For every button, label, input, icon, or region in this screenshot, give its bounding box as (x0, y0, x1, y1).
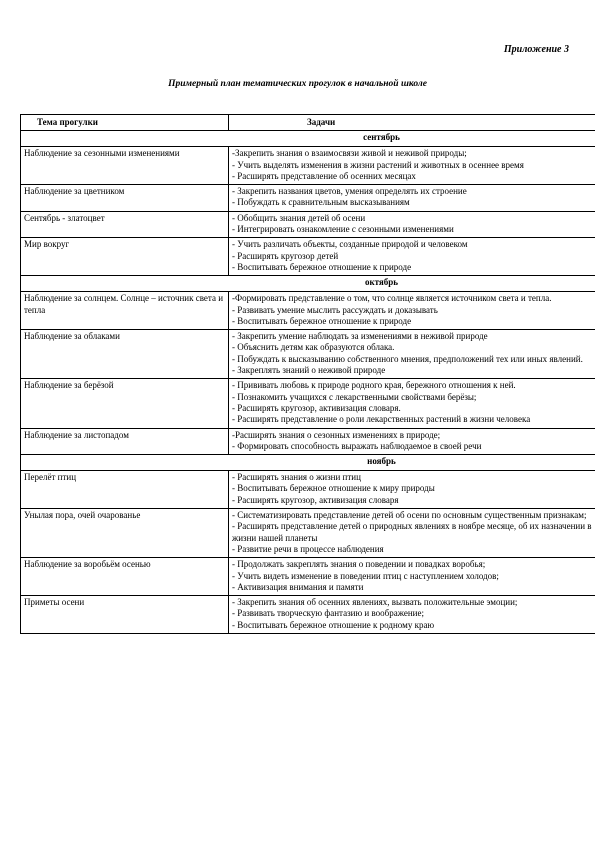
topic-cell: Наблюдение за облаками (21, 330, 229, 379)
task-item: - Учить выделять изменения в жизни растений и животных в осеннее время (232, 159, 524, 170)
task-item: - Учить видеть изменение в поведении птиц с наступлением холодов; (232, 570, 499, 581)
appendix-label: Приложение 3 (503, 44, 569, 55)
task-item: - Развитие речи в процессе наблюдения (232, 543, 384, 554)
topic-cell: Наблюдение за листопадом (21, 428, 229, 455)
tasks-cell (229, 185, 595, 212)
table-row (21, 292, 595, 330)
topic-cell: Унылая пора, очей очарованье (21, 509, 229, 558)
task-item: - Расширять представление об осенних месяцах (232, 170, 416, 181)
table-row (21, 509, 595, 558)
month-header: ноябрь (21, 455, 595, 471)
table-row (21, 238, 595, 276)
tasks-cell (229, 238, 595, 276)
task-item: - Закреплять знаний о неживой природе (232, 365, 386, 376)
task-item: - Расширять кругозор детей (232, 250, 339, 261)
table-row (21, 558, 595, 596)
task-item: - Расширять знания о жизни птиц (232, 472, 361, 483)
task-item: - Закрепить знания об осенних явлениях, вызвать положительные эмоции; (232, 597, 518, 608)
task-item: - Воспитывать бережное отношение к природе (232, 315, 412, 326)
table-row (21, 147, 595, 185)
task-item: - Прививать любовь к природе родного края, бережного отношения к ней. (232, 380, 516, 391)
table-row (21, 185, 595, 212)
column-header-topic: Тема прогулки (21, 115, 229, 131)
tasks-cell (229, 471, 595, 509)
topic-cell: Наблюдение за берёзой (21, 379, 229, 428)
tasks-cell (229, 330, 595, 379)
task-item: - Воспитывать бережное отношение к миру природы (232, 483, 435, 494)
task-item: - Интегрировать ознакомление с сезонными изменениями (232, 224, 454, 235)
table-row (21, 471, 595, 509)
task-item: - Расширять представление детей о природных явлениях в ноябре месяце, об их назначении в жизни нашей планеты (232, 521, 592, 543)
month-header: сентябрь (21, 131, 595, 147)
task-item: - Побуждать к сравнительным высказываниям (232, 197, 410, 208)
task-item: - Обобщить знания детей об осени (232, 212, 366, 223)
task-item: - Активизация внимания и памяти (232, 581, 364, 592)
task-item: - Объяснить детям как образуются облака. (232, 342, 395, 353)
table-row (21, 330, 595, 379)
task-item: - Развивать умение мыслить рассуждать и доказывать (232, 304, 438, 315)
task-item: - Воспитывать бережное отношение к родному краю (232, 619, 435, 630)
topic-cell: Мир вокруг (21, 238, 229, 276)
tasks-cell (229, 596, 595, 634)
document-title: Примерный план тематических прогулок в начальной школе (168, 79, 427, 89)
column-header-tasks: Задачи (229, 115, 595, 131)
table-row (21, 379, 595, 428)
month-row (21, 131, 595, 147)
tasks-cell (229, 211, 595, 238)
tasks-cell (229, 292, 595, 330)
task-item: - Развивать творческую фантазию и воображение; (232, 608, 424, 619)
task-item: - Закрепить названия цветов, умения определять их строение (232, 186, 467, 197)
task-item: -Расширять знания о сезонных изменениях в природе; (232, 429, 441, 440)
table-row (21, 596, 595, 634)
topic-cell: Перелёт птиц (21, 471, 229, 509)
task-item: - Систематизировать представление детей об осени по основным существенным признакам; (232, 510, 587, 521)
task-item: - Воспитывать бережное отношение к природе (232, 261, 412, 272)
topic-cell: Наблюдение за цветником (21, 185, 229, 212)
month-row (21, 455, 595, 471)
task-item: -Закрепить знания о взаимосвязи живой и неживой природы; (232, 148, 467, 159)
topic-cell: Сентябрь - златоцвет (21, 211, 229, 238)
task-item: - Побуждать к высказыванию собственного мнения, предположений тех или иных явлений. (232, 353, 583, 364)
task-item: -Формировать представление о том, что солнце является источником света и тепла. (232, 293, 552, 304)
walks-plan-table (20, 114, 595, 634)
topic-cell: Наблюдение за воробьём осенью (21, 558, 229, 596)
tasks-cell (229, 428, 595, 455)
task-item: - Расширять кругозор, активизация словаря (232, 494, 399, 505)
table-body (21, 131, 595, 634)
task-item: - Закрепить умение наблюдать за изменениями в неживой природе (232, 331, 488, 342)
task-item: - Познакомить учащихся с лекарственными свойствами берёзы; (232, 391, 477, 402)
tasks-cell (229, 147, 595, 185)
tasks-cell (229, 558, 595, 596)
task-item: - Формировать способность выражать наблюдаемое в своей речи (232, 440, 482, 451)
topic-cell: Наблюдение за сезонными изменениями (21, 147, 229, 185)
task-item: - Расширять кругозор, активизация словаря. (232, 402, 401, 413)
task-item: - Расширять представление о роли лекарственных растений в жизни человека (232, 414, 531, 425)
table-row (21, 211, 595, 238)
month-row (21, 276, 595, 292)
month-header: октябрь (21, 276, 595, 292)
table-header-row (21, 115, 595, 131)
tasks-cell (229, 509, 595, 558)
topic-cell: Приметы осени (21, 596, 229, 634)
table-row (21, 428, 595, 455)
task-item: - Продолжать закреплять знания о поведении и повадках воробья; (232, 559, 486, 570)
topic-cell: Наблюдение за солнцем. Солнце – источник света и тепла (21, 292, 229, 330)
task-item: - Учить различать объекты, созданные природой и человеком (232, 239, 468, 250)
tasks-cell (229, 379, 595, 428)
